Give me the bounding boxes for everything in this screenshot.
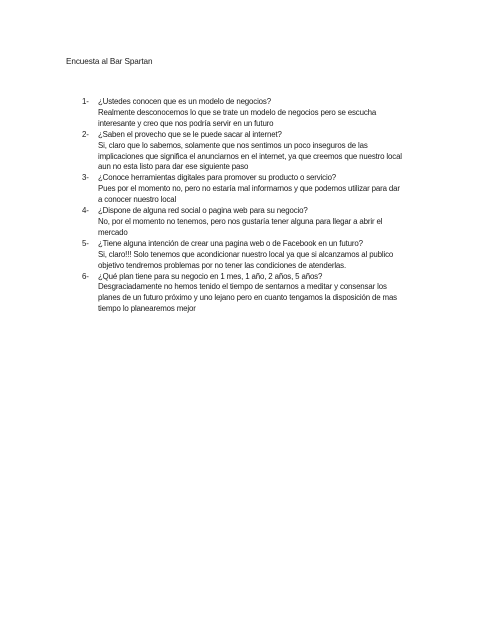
item-number: 3- bbox=[82, 173, 89, 183]
question-text: ¿Qué plan tiene para su negocio en 1 mes, 1 año, 2 años, 5 años? bbox=[98, 271, 323, 281]
item-number: 1- bbox=[82, 97, 89, 106]
question-text: ¿Ustedes conocen que es un modelo de negocios? bbox=[98, 97, 271, 106]
survey-item-2 bbox=[82, 130, 442, 174]
question-text: ¿Saben el provecho que se le puede sacar al internet? bbox=[98, 129, 282, 139]
item-number: 5- bbox=[82, 238, 89, 248]
survey-question-list bbox=[82, 97, 442, 315]
question-text: ¿Dispone de alguna red social o pagina web para su negocio? bbox=[98, 206, 308, 216]
survey-item-3 bbox=[82, 173, 442, 206]
item-number: 6- bbox=[82, 271, 89, 281]
answer-text: Pues por el momento no, pero no estaría mal informarnos y que podemos utilizar para dar a conocer nuestro local bbox=[98, 184, 400, 205]
answer-text: Desgraciadamente no hemos tenido el tiempo de sentarnos a meditar y consensar los planes de un futuro próximo y uno lejano pero en cuanto tengamos la disposición de mas tiempo lo planearemos mejor bbox=[98, 282, 397, 314]
document-title: Encuesta al Bar Spartan bbox=[66, 57, 153, 66]
item-number: 4- bbox=[82, 206, 89, 216]
question-text: ¿Tiene alguna intención de crear una pagina web o de Facebook en un futuro? bbox=[98, 238, 363, 248]
item-number: 2- bbox=[82, 129, 89, 139]
answer-text: Realmente desconocemos lo que se trate un modelo de negocios pero se escucha interesante y creo que nos podría servir en un futuro bbox=[98, 107, 377, 128]
answer-text: Si, claro!!! Solo tenemos que acondicionar nuestro local ya que si alcanzamos al publico objetivo tendremos problemas por no tener las condiciones de atenderlas. bbox=[98, 249, 394, 270]
survey-item-6 bbox=[82, 272, 442, 316]
survey-item-4 bbox=[82, 206, 442, 239]
survey-item-5 bbox=[82, 239, 442, 272]
answer-text: No, por el momento no tenemos, pero nos gustaría tener alguna para llegar a abrir el mercado bbox=[98, 216, 383, 237]
survey-item-1 bbox=[82, 97, 442, 130]
answer-text: Si, claro que lo sabemos, solamente que nos sentimos un poco inseguros de las implicaciones que significa el anunciarnos en el internet, ya que creemos que nuestro local aun no esta listo para dar ese siguiente paso bbox=[98, 140, 402, 172]
question-text: ¿Conoce herramientas digitales para promover su producto o servicio? bbox=[98, 173, 337, 183]
